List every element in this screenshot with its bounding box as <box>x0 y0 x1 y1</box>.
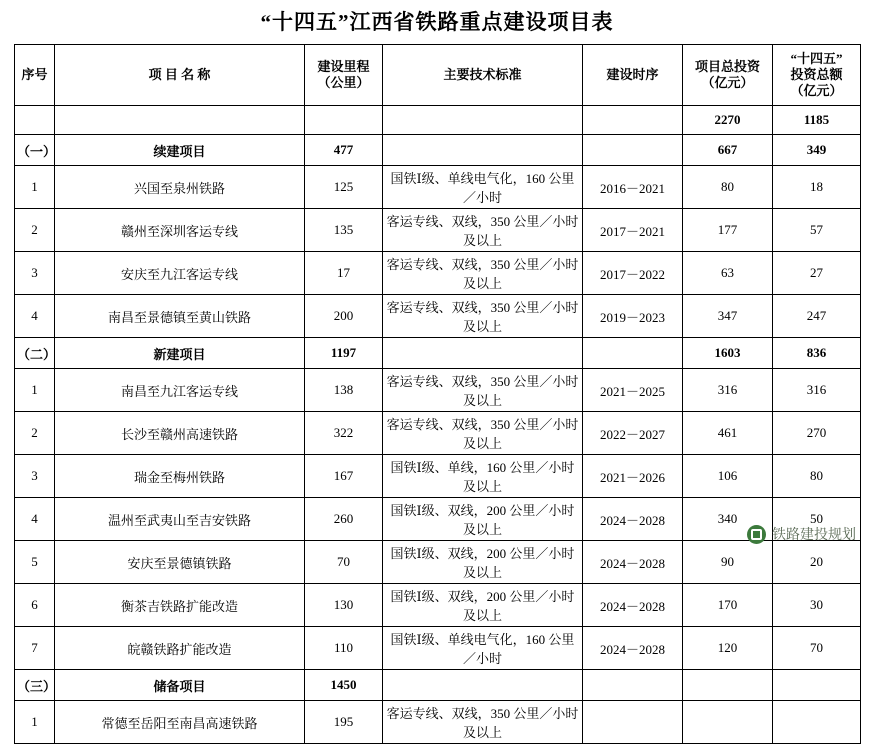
cell-fiveyear: 270 <box>773 412 861 455</box>
cell-length: 477 <box>305 135 383 166</box>
cell-investment <box>683 701 773 744</box>
cell-investment: 340 <box>683 498 773 541</box>
cell-length: 135 <box>305 209 383 252</box>
cell-investment: 170 <box>683 584 773 627</box>
cell-standard: 客运专线、双线，350 公里／小时及以上 <box>383 412 583 455</box>
cell-fiveyear: 836 <box>773 338 861 369</box>
cell-schedule: 2019－2023 <box>583 295 683 338</box>
table-row <box>15 166 861 209</box>
table-body <box>15 106 861 744</box>
cell-name: 瑞金至梅州铁路 <box>55 455 305 498</box>
cell-investment <box>683 670 773 701</box>
table-section-row <box>15 670 861 701</box>
header-length <box>305 45 383 106</box>
watermark-label: 铁路建投规划 <box>772 526 856 542</box>
cell-no: （二） <box>15 338 55 369</box>
cell-name: 皖赣铁路扩能改造 <box>55 627 305 670</box>
cell-investment: 80 <box>683 166 773 209</box>
cell-fiveyear: 80 <box>773 455 861 498</box>
cell-fiveyear <box>773 670 861 701</box>
cell-length: 125 <box>305 166 383 209</box>
cell-name: 南昌至景德镇至黄山铁路 <box>55 295 305 338</box>
cell-investment: 177 <box>683 209 773 252</box>
cell-no: 2 <box>15 412 55 455</box>
cell-length: 1197 <box>305 338 383 369</box>
cell-fiveyear: 349 <box>773 135 861 166</box>
cell-no: 3 <box>15 455 55 498</box>
cell-no: 6 <box>15 584 55 627</box>
cell-schedule <box>583 106 683 135</box>
cell-fiveyear: 316 <box>773 369 861 412</box>
cell-length: 195 <box>305 701 383 744</box>
cell-no: 5 <box>15 541 55 584</box>
railway-logo-icon <box>747 525 766 544</box>
header-fiveyear-line2: 投资总额 <box>790 66 843 82</box>
cell-no: 4 <box>15 498 55 541</box>
cell-length <box>305 106 383 135</box>
cell-standard: 国铁Ⅰ级、双线，200 公里／小时及以上 <box>383 584 583 627</box>
cell-investment: 1603 <box>683 338 773 369</box>
cell-name: 赣州至深圳客运专线 <box>55 209 305 252</box>
cell-standard: 国铁Ⅰ级、双线，200 公里／小时及以上 <box>383 498 583 541</box>
cell-name: 续建项目 <box>55 135 305 166</box>
cell-schedule: 2016－2021 <box>583 166 683 209</box>
cell-schedule: 2017－2022 <box>583 252 683 295</box>
table-row <box>15 541 861 584</box>
cell-length: 110 <box>305 627 383 670</box>
cell-length: 260 <box>305 498 383 541</box>
cell-name: 长沙至赣州高速铁路 <box>55 412 305 455</box>
cell-standard: 客运专线、双线，350 公里／小时及以上 <box>383 209 583 252</box>
table-row <box>15 455 861 498</box>
cell-schedule <box>583 701 683 744</box>
cell-schedule <box>583 670 683 701</box>
cell-no: 1 <box>15 369 55 412</box>
header-fiveyear <box>773 45 861 106</box>
cell-investment: 461 <box>683 412 773 455</box>
cell-name <box>55 106 305 135</box>
cell-name: 新建项目 <box>55 338 305 369</box>
watermark <box>747 524 856 544</box>
cell-standard <box>383 670 583 701</box>
header-length-line1: 建设里程 <box>317 58 370 74</box>
header-standard: 主要技术标准 <box>383 45 583 106</box>
header-investment-line2: （亿元） <box>701 75 754 90</box>
cell-name: 温州至武夷山至吉安铁路 <box>55 498 305 541</box>
cell-standard: 国铁Ⅰ级、双线，200 公里／小时及以上 <box>383 541 583 584</box>
header-row <box>15 45 861 106</box>
cell-investment: 316 <box>683 369 773 412</box>
cell-no: 1 <box>15 701 55 744</box>
cell-schedule <box>583 135 683 166</box>
cell-name: 兴国至泉州铁路 <box>55 166 305 209</box>
cell-standard: 国铁Ⅰ级、单线电气化，160 公里／小时 <box>383 627 583 670</box>
cell-standard: 客运专线、双线，350 公里／小时及以上 <box>383 701 583 744</box>
header-fiveyear-line3: （亿元） <box>790 83 843 99</box>
cell-name: 常德至岳阳至南昌高速铁路 <box>55 701 305 744</box>
cell-standard <box>383 135 583 166</box>
table-row <box>15 498 861 541</box>
cell-no: 7 <box>15 627 55 670</box>
table-header <box>15 45 861 106</box>
cell-standard: 国铁Ⅰ级、单线，160 公里／小时及以上 <box>383 455 583 498</box>
cell-length: 200 <box>305 295 383 338</box>
header-no: 序号 <box>15 45 55 106</box>
cell-investment: 63 <box>683 252 773 295</box>
cell-fiveyear: 247 <box>773 295 861 338</box>
cell-schedule: 2022－2027 <box>583 412 683 455</box>
cell-investment: 2270 <box>683 106 773 135</box>
table-row <box>15 627 861 670</box>
cell-schedule: 2021－2026 <box>583 455 683 498</box>
cell-schedule: 2024－2028 <box>583 498 683 541</box>
table-row <box>15 252 861 295</box>
cell-length: 138 <box>305 369 383 412</box>
cell-schedule: 2017－2021 <box>583 209 683 252</box>
cell-name: 衡茶吉铁路扩能改造 <box>55 584 305 627</box>
cell-investment: 106 <box>683 455 773 498</box>
table-row <box>15 369 861 412</box>
cell-length: 1450 <box>305 670 383 701</box>
cell-standard <box>383 106 583 135</box>
cell-schedule <box>583 338 683 369</box>
cell-length: 70 <box>305 541 383 584</box>
cell-length: 130 <box>305 584 383 627</box>
cell-length: 322 <box>305 412 383 455</box>
cell-no: （一） <box>15 135 55 166</box>
cell-no: 4 <box>15 295 55 338</box>
railway-projects-table <box>14 44 861 744</box>
cell-length: 17 <box>305 252 383 295</box>
table-row <box>15 295 861 338</box>
cell-name: 安庆至景德镇铁路 <box>55 541 305 584</box>
cell-no: （三） <box>15 670 55 701</box>
cell-standard <box>383 338 583 369</box>
cell-fiveyear: 57 <box>773 209 861 252</box>
cell-investment: 347 <box>683 295 773 338</box>
cell-no: 3 <box>15 252 55 295</box>
cell-name: 安庆至九江客运专线 <box>55 252 305 295</box>
table-row <box>15 584 861 627</box>
cell-investment: 667 <box>683 135 773 166</box>
cell-fiveyear: 18 <box>773 166 861 209</box>
table-row <box>15 412 861 455</box>
header-investment-line1: 项目总投资 <box>694 58 760 74</box>
cell-fiveyear: 27 <box>773 252 861 295</box>
header-name: 项 目 名 称 <box>55 45 305 106</box>
cell-schedule: 2024－2028 <box>583 584 683 627</box>
cell-length: 167 <box>305 455 383 498</box>
table-section-row <box>15 338 861 369</box>
header-fiveyear-line1: “十四五” <box>790 50 843 66</box>
cell-no <box>15 106 55 135</box>
cell-no: 2 <box>15 209 55 252</box>
cell-standard: 客运专线、双线，350 公里／小时及以上 <box>383 252 583 295</box>
cell-schedule: 2024－2028 <box>583 541 683 584</box>
cell-name: 储备项目 <box>55 670 305 701</box>
cell-fiveyear: 1185 <box>773 106 861 135</box>
cell-fiveyear: 70 <box>773 627 861 670</box>
table-total-row <box>15 106 861 135</box>
cell-schedule: 2024－2028 <box>583 627 683 670</box>
page-title: “十四五”江西省铁路重点建设项目表 <box>260 10 614 34</box>
cell-fiveyear: 50 <box>773 498 861 541</box>
header-length-line2: （公里） <box>317 75 370 90</box>
header-schedule: 建设时序 <box>583 45 683 106</box>
cell-no: 1 <box>15 166 55 209</box>
cell-fiveyear <box>773 701 861 744</box>
cell-standard: 国铁Ⅰ级、单线电气化，160 公里／小时 <box>383 166 583 209</box>
cell-fiveyear: 20 <box>773 541 861 584</box>
cell-schedule: 2021－2025 <box>583 369 683 412</box>
header-investment <box>683 45 773 106</box>
cell-standard: 客运专线、双线，350 公里／小时及以上 <box>383 295 583 338</box>
cell-investment: 90 <box>683 541 773 584</box>
cell-standard: 客运专线、双线，350 公里／小时及以上 <box>383 369 583 412</box>
cell-investment: 120 <box>683 627 773 670</box>
table-row <box>15 701 861 744</box>
table-section-row <box>15 135 861 166</box>
cell-fiveyear: 30 <box>773 584 861 627</box>
table-row <box>15 209 861 252</box>
cell-name: 南昌至九江客运专线 <box>55 369 305 412</box>
